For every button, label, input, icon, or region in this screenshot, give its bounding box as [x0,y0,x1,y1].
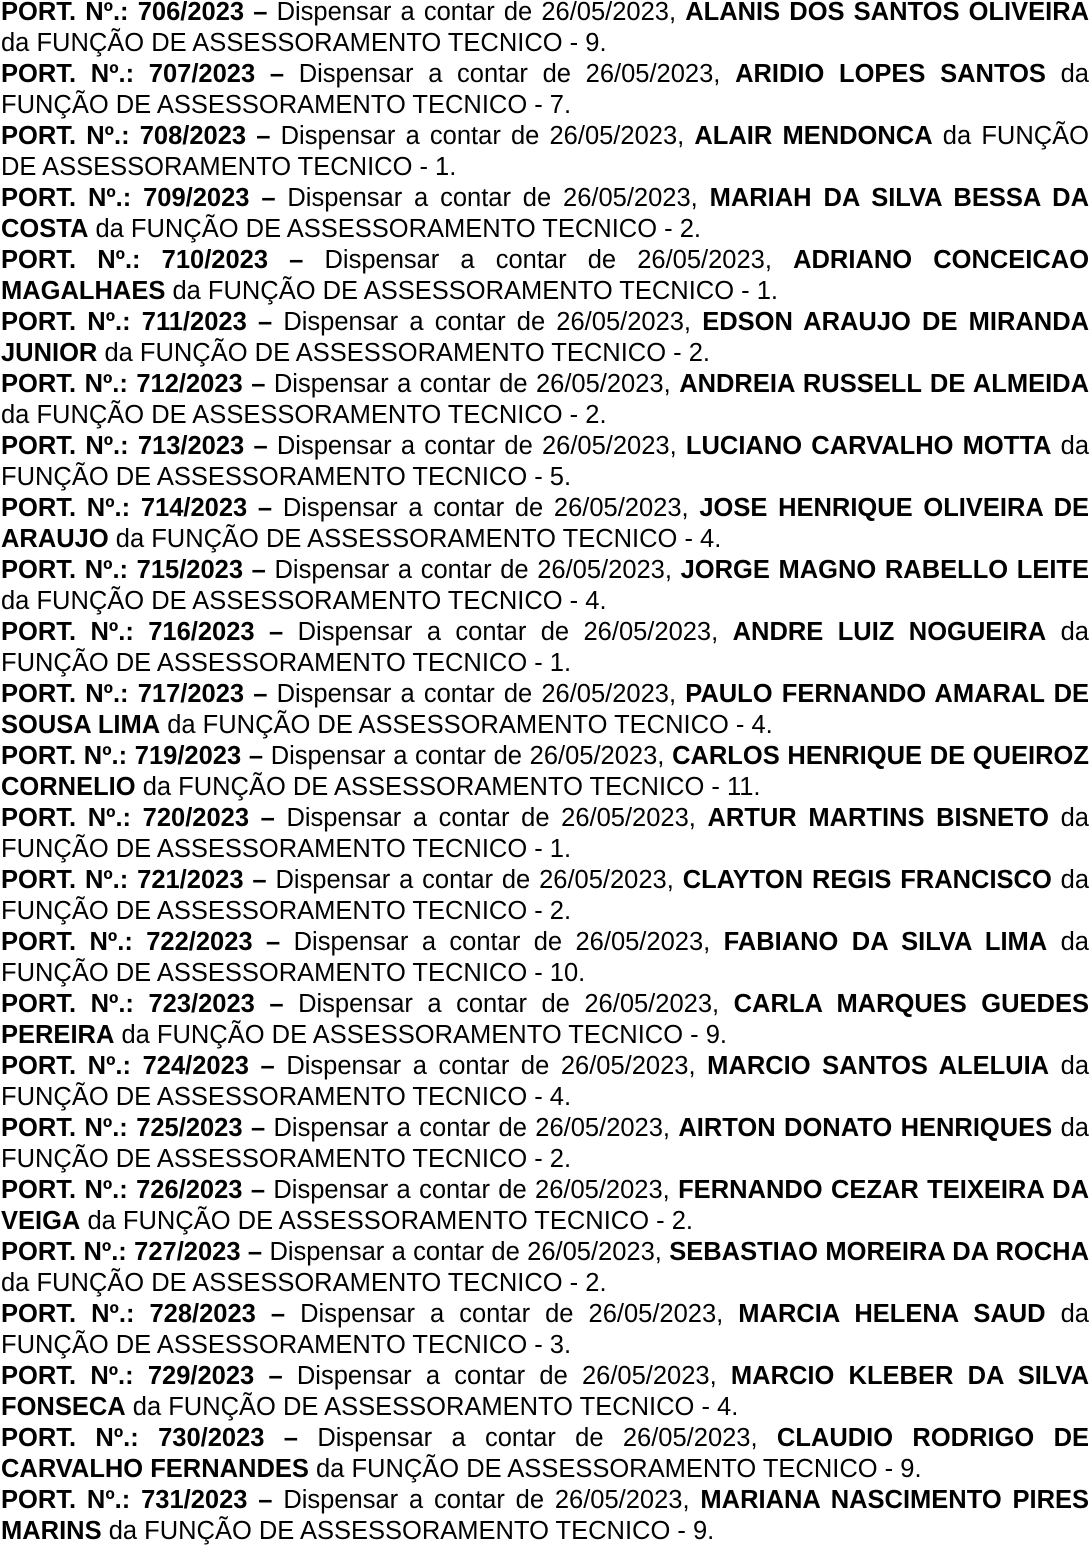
portaria-entry [1,803,1089,865]
entry-dash: – [257,494,273,522]
portaria-number: 724/2023 [142,1052,249,1080]
person-name: ARTUR MARTINS BISNETO [707,804,1049,832]
portaria-entry [1,617,1089,679]
person-name: FERNANDO CEZAR TEIXEIRA DA VEIGA [1,1176,1089,1235]
entry-dash: – [289,246,304,274]
entry-dash: – [253,680,268,708]
action-text: Dispensar a contar de 26/05/2023, [276,432,677,460]
portaria-number: 725/2023 [136,1114,243,1142]
portaria-label: PORT. Nº.: [1,308,131,336]
entry-dash: – [260,1052,275,1080]
entry-dash: – [250,1176,266,1204]
entry-dash: – [261,184,276,212]
portaria-label: PORT. Nº.: [1,1114,128,1142]
portaria-label: PORT. Nº.: [1,990,134,1018]
document-body [1,0,1089,1547]
portaria-entry [1,431,1089,493]
portaria-label: PORT. Nº.: [1,122,130,150]
entry-dash: – [269,60,285,88]
entry-dash: – [250,1114,266,1142]
function-text: da FUNÇÃO DE ASSESSORAMENTO TECNICO - 9. [121,1021,727,1049]
portaria-number: 709/2023 [143,184,250,212]
action-text: Dispensar a contar de 26/05/2023, [274,556,672,584]
portaria-label: PORT. Nº.: [1,928,133,956]
portaria-number: 716/2023 [148,618,255,646]
action-text: Dispensar a contar de 26/05/2023, [293,928,711,956]
function-text: da FUNÇÃO DE ASSESSORAMENTO TECNICO - 4. [1,1052,1090,1111]
person-name: JOSE HENRIQUE OLIVEIRA DE ARAUJO [1,494,1090,553]
action-text: Dispensar a contar de 26/05/2023, [287,184,698,212]
action-text: Dispensar a contar de 26/05/2023, [275,866,674,894]
portaria-entry [1,121,1089,183]
person-name: MARCIO KLEBER DA SILVA FONSECA [1,1362,1090,1421]
function-text: da FUNÇÃO DE ASSESSORAMENTO TECNICO - 10. [1,928,1089,987]
portaria-number: 715/2023 [136,556,244,584]
entry-dash: – [260,804,275,832]
function-text: da FUNÇÃO DE ASSESSORAMENTO TECNICO - 2. [1,1114,1089,1173]
portaria-label: PORT. Nº.: [1,432,129,460]
function-text: da FUNÇÃO DE ASSESSORAMENTO TECNICO - 1. [172,277,778,305]
person-name: SEBASTIAO MOREIRA DA ROCHA [669,1238,1089,1266]
portaria-label: PORT. Nº.: [1,184,132,212]
entry-dash: – [253,432,268,460]
person-name: AIRTON DONATO HENRIQUES [678,1114,1053,1142]
portaria-entry [1,493,1089,555]
action-text: Dispensar a contar de 26/05/2023, [276,0,677,26]
portaria-entry [1,741,1089,803]
person-name: CLAYTON REGIS FRANCISCO [682,866,1052,894]
action-text: Dispensar a contar de 26/05/2023, [286,1052,696,1080]
portaria-label: PORT. Nº.: [1,60,135,88]
portaria-entry [1,927,1089,989]
portaria-number: 708/2023 [139,122,247,150]
action-text: Dispensar a contar de 26/05/2023, [286,804,696,832]
portaria-label: PORT. Nº.: [1,0,129,26]
function-text: da FUNÇÃO DE ASSESSORAMENTO TECNICO - 4. [132,1393,739,1421]
portaria-number: 728/2023 [149,1300,256,1328]
function-text: da FUNÇÃO DE ASSESSORAMENTO TECNICO - 1. [1,618,1089,677]
portaria-number: 722/2023 [146,928,253,956]
portaria-entry [1,865,1089,927]
person-name: CLAUDIO RODRIGO DE CARVALHO FERNANDES [1,1424,1090,1483]
portaria-entry [1,679,1089,741]
action-text: Dispensar a contar de 26/05/2023, [283,1486,690,1514]
action-text: Dispensar a contar de 26/05/2023, [324,246,772,274]
person-name: ANDREIA RUSSELL DE ALMEIDA [679,370,1090,398]
entry-dash: – [251,370,266,398]
function-text: da FUNÇÃO DE ASSESSORAMENTO TECNICO - 2. [1,401,607,429]
person-name: ANDRE LUIZ NOGUEIRA [732,618,1047,646]
portaria-number: 707/2023 [148,60,256,88]
action-text: Dispensar a contar de 26/05/2023, [273,370,671,398]
action-text: Dispensar a contar de 26/05/2023, [296,1362,717,1390]
person-name: PAULO FERNANDO AMARAL DE SOUSA LIMA [1,680,1090,739]
action-text: Dispensar a contar de 26/05/2023, [283,308,692,336]
function-text: da FUNÇÃO DE ASSESSORAMENTO TECNICO - 4. [167,711,773,739]
function-text: da FUNÇÃO DE ASSESSORAMENTO TECNICO - 5. [1,432,1090,491]
entry-dash: – [251,556,266,584]
entry-dash: – [253,0,268,26]
function-text: da FUNÇÃO DE ASSESSORAMENTO TECNICO - 4. [115,525,722,553]
portaria-number: 717/2023 [137,680,245,708]
portaria-label: PORT. Nº.: [1,370,128,398]
portaria-number: 710/2023 [161,246,269,274]
function-text: da FUNÇÃO DE ASSESSORAMENTO TECNICO - 11. [142,773,761,801]
person-name: LUCIANO CARVALHO MOTTA [685,432,1052,460]
entry-dash: – [258,1486,273,1514]
action-text: Dispensar a contar de 26/05/2023, [298,990,720,1018]
action-text: Dispensar a contar de 26/05/2023, [317,1424,758,1452]
portaria-number: 711/2023 [141,308,247,336]
function-text: da FUNÇÃO DE ASSESSORAMENTO TECNICO - 4. [1,587,607,615]
entry-dash: – [252,866,267,894]
action-text: Dispensar a contar de 26/05/2023, [282,494,689,522]
action-text: Dispensar a contar de 26/05/2023, [280,122,685,150]
portaria-number: 726/2023 [136,1176,243,1204]
portaria-label: PORT. Nº.: [1,1300,135,1328]
person-name: EDSON ARAUJO DE MIRANDA JUNIOR [1,308,1090,367]
portaria-label: PORT. Nº.: [1,1176,128,1204]
person-name: ALANIS DOS SANTOS OLIVEIRA [685,0,1090,26]
function-text: da FUNÇÃO DE ASSESSORAMENTO TECNICO - 1. [1,804,1089,863]
portaria-number: 729/2023 [147,1362,255,1390]
portaria-number: 727/2023 [134,1238,241,1266]
person-name: MARCIO SANTOS ALELUIA [707,1052,1050,1080]
person-name: MARCIA HELENA SAUD [738,1300,1046,1328]
function-text: da FUNÇÃO DE ASSESSORAMENTO TECNICO - 2. [87,1207,693,1235]
portaria-number: 712/2023 [136,370,243,398]
portaria-label: PORT. Nº.: [1,1052,131,1080]
portaria-entry [1,1485,1089,1547]
portaria-entry [1,369,1089,431]
entry-dash: – [269,618,284,646]
person-name: ADRIANO CONCEICAO MAGALHAES [1,246,1090,305]
entry-dash: – [283,1424,298,1452]
portaria-label: PORT. Nº.: [1,494,131,522]
portaria-entry [1,1361,1089,1423]
portaria-label: PORT. Nº.: [1,1362,134,1390]
portaria-entry [1,1299,1089,1361]
person-name: CARLOS HENRIQUE DE QUEIROZ CORNELIO [1,742,1089,801]
portaria-entry [1,1237,1089,1299]
portaria-entry [1,989,1089,1051]
portaria-number: 721/2023 [137,866,244,894]
entry-dash: – [266,928,281,956]
action-text: Dispensar a contar de 26/05/2023, [270,742,665,770]
portaria-number: 720/2023 [142,804,250,832]
portaria-label: PORT. Nº.: [1,680,129,708]
action-text: Dispensar a contar de 26/05/2023, [273,1114,670,1142]
entry-dash: – [248,742,264,770]
function-text: da FUNÇÃO DE ASSESSORAMENTO TECNICO - 3. [1,1300,1089,1359]
function-text: da FUNÇÃO DE ASSESSORAMENTO TECNICO - 1. [1,122,1089,181]
function-text: da FUNÇÃO DE ASSESSORAMENTO TECNICO - 7. [1,60,1089,119]
function-text: da FUNÇÃO DE ASSESSORAMENTO TECNICO - 9. [1,29,607,57]
function-text: da FUNÇÃO DE ASSESSORAMENTO TECNICO - 2. [1,1269,607,1297]
portaria-entry [1,1051,1089,1113]
function-text: da FUNÇÃO DE ASSESSORAMENTO TECNICO - 2. [1,866,1090,925]
portaria-number: 730/2023 [158,1424,265,1452]
entry-dash: – [256,122,271,150]
portaria-label: PORT. Nº.: [1,804,132,832]
portaria-label: PORT. Nº.: [1,618,134,646]
entry-dash: – [269,990,284,1018]
portaria-number: 719/2023 [134,742,242,770]
person-name: JORGE MAGNO RABELLO LEITE [680,556,1089,584]
portaria-entry [1,1113,1089,1175]
portaria-label: PORT. Nº.: [1,1238,127,1266]
portaria-entry [1,555,1089,617]
portaria-number: 714/2023 [140,494,248,522]
portaria-entry [1,59,1089,121]
function-text: da FUNÇÃO DE ASSESSORAMENTO TECNICO - 9. [108,1517,715,1545]
portaria-entry [1,307,1089,369]
entry-dash: – [257,308,273,336]
person-name: ARIDIO LOPES SANTOS [735,60,1046,88]
portaria-entry [1,1175,1089,1237]
action-text: Dispensar a contar de 26/05/2023, [269,1238,662,1266]
person-name: MARIAH DA SILVA BESSA DA COSTA [1,184,1090,243]
portaria-label: PORT. Nº.: [1,1486,131,1514]
portaria-number: 706/2023 [137,0,245,26]
entry-dash: – [270,1300,286,1328]
action-text: Dispensar a contar de 26/05/2023, [297,618,719,646]
entry-dash: – [247,1238,263,1266]
portaria-label: PORT. Nº.: [1,742,128,770]
portaria-label: PORT. Nº.: [1,1424,139,1452]
function-text: da FUNÇÃO DE ASSESSORAMENTO TECNICO - 2. [95,215,701,243]
action-text: Dispensar a contar de 26/05/2023, [273,1176,670,1204]
action-text: Dispensar a contar de 26/05/2023, [300,1300,724,1328]
portaria-label: PORT. Nº.: [1,246,141,274]
action-text: Dispensar a contar de 26/05/2023, [298,60,721,88]
function-text: da FUNÇÃO DE ASSESSORAMENTO TECNICO - 9. [316,1455,922,1483]
portaria-label: PORT. Nº.: [1,556,129,584]
person-name: ALAIR MENDONCA [694,122,933,150]
portaria-entry [1,0,1089,59]
portaria-number: 723/2023 [148,990,255,1018]
person-name: FABIANO DA SILVA LIMA [723,928,1048,956]
portaria-label: PORT. Nº.: [1,866,129,894]
person-name: CARLA MARQUES GUEDES PEREIRA [1,990,1089,1049]
entry-dash: – [268,1362,283,1390]
portaria-entry [1,183,1089,245]
portaria-number: 713/2023 [137,432,245,460]
portaria-entry [1,1423,1089,1485]
function-text: da FUNÇÃO DE ASSESSORAMENTO TECNICO - 2. [104,339,710,367]
person-name: MARIANA NASCIMENTO PIRES MARINS [1,1486,1090,1545]
portaria-number: 731/2023 [141,1486,248,1514]
action-text: Dispensar a contar de 26/05/2023, [276,680,677,708]
portaria-entry [1,245,1089,307]
